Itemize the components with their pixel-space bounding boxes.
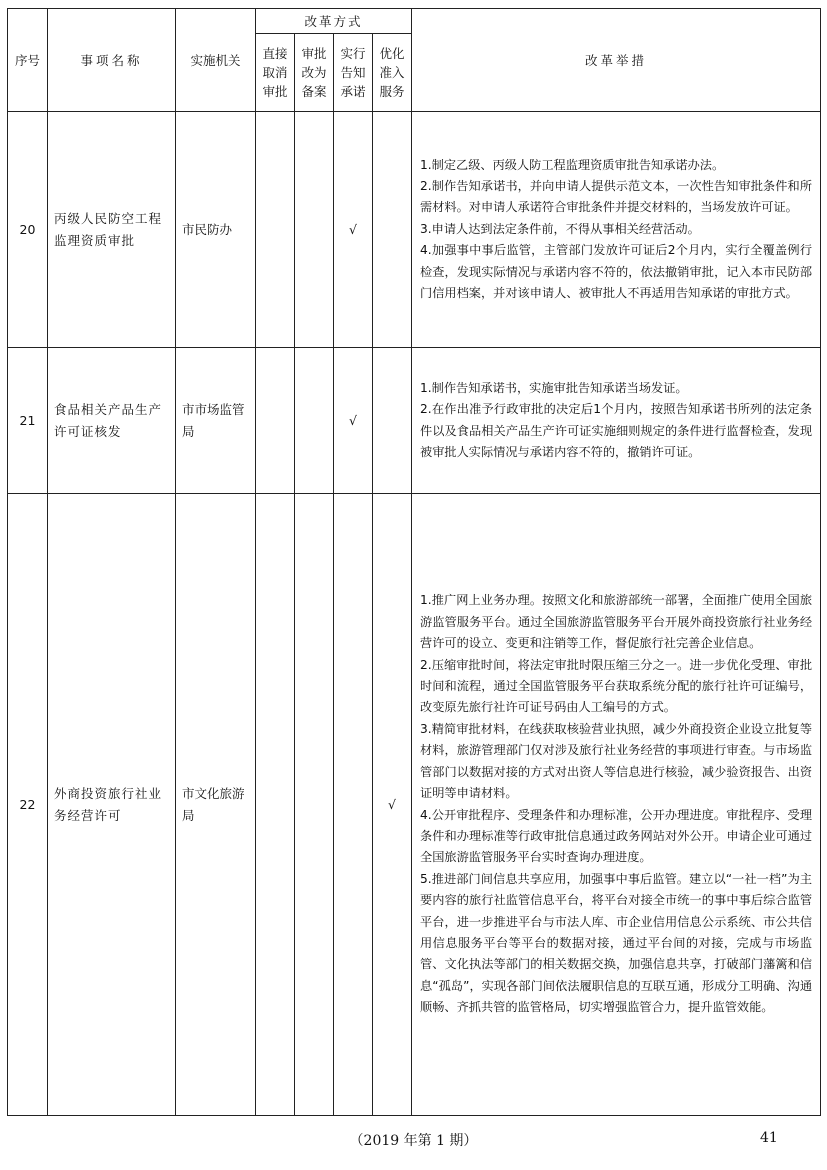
measure-item: 1.制定乙级、丙级人防工程监理资质审批告知承诺办法。 — [420, 157, 725, 172]
header-reform-method: 改革方式 — [256, 9, 412, 34]
measure-item: 3.申请人达到法定条件前，不得从事相关经营活动。 — [420, 221, 700, 236]
row-name: 食品相关产品生产许可证核发 — [48, 348, 176, 494]
table-row — [8, 494, 821, 1116]
row-check: √ — [334, 112, 373, 348]
issue-label: （2019 年第 1 期） — [349, 1133, 478, 1149]
row-agency: 市文化旅游局 — [176, 494, 256, 1116]
row-agency: 市民防办 — [176, 112, 256, 348]
row-measures — [412, 494, 821, 1116]
measure-item: 2.压缩审批时间，将法定审批时限压缩三分之一。进一步优化受理、审批时间和流程，通过全国监管服务平台获取系统分配的旅行社许可证编号，改变原先旅行社许可证号码由人工编号的方式。 — [420, 657, 813, 715]
row-agency: 市市场监管局 — [176, 348, 256, 494]
row-check: √ — [373, 494, 412, 1116]
row-name: 丙级人民防空工程监理资质审批 — [48, 112, 176, 348]
row-measures — [412, 112, 821, 348]
row-name: 外商投资旅行社业务经营许可 — [48, 494, 176, 1116]
page-number: 41 — [760, 1130, 778, 1146]
row-measures — [412, 348, 821, 494]
row-seq: 22 — [8, 494, 48, 1116]
measure-item: 1.推广网上业务办理。按照文化和旅游部统一部署，全面推广使用全国旅游监管服务平台。通过全国旅游监管服务平台开展外商投资旅行社业务经营许可的设立、变更和注销等工作，督促旅行社完善企业信息。 — [420, 593, 813, 651]
measure-item: 2.制作告知承诺书，并向申请人提供示范文本，一次性告知审批条件和所需材料。对申请人承诺符合审批条件并提交材料的，当场发放许可证。 — [420, 178, 813, 215]
row-seq: 20 — [8, 112, 48, 348]
table-row — [8, 348, 821, 494]
measure-item: 3.精简审批材料，在线获取核验营业执照，减少外商投资企业设立批复等材料，旅游管理部门仅对涉及旅行社业务经营的事项进行审查。与市场监管部门以数据对接的方式对出资人等信息进行核验，减少验资报告、出资证明等申请材料。 — [420, 721, 813, 801]
measure-item: 5.推进部门间信息共享应用，加强事中事后监管。建立以“一社一档”为主要内容的旅行社监管信息平台，将平台对接全市统一的事中事后综合监管平台，进一步推进平台与市法人库、市企业信用信息公示系统、市公共信用信息服务平台等平台的数据对接，通过平台间的对接，完成与市场监管、文化执法等部门的相关数据交换，加强信息共享，打破部门藩篱和信息“孤岛”，实现各部门间依法履职信息的互联互通，形成分工明确、沟通顺畅、齐抓共管的监管格局，切实增强监管合力，提升监管效能。 — [420, 871, 813, 1015]
row-check: √ — [334, 348, 373, 494]
header-direct-cancel: 直接 取消 审批 — [256, 34, 295, 112]
reform-table — [7, 8, 821, 1116]
header-optimize-access: 优化 准入 服务 — [373, 34, 412, 112]
measure-item: 2.在作出准予行政审批的决定后1个月内，按照告知承诺书所列的法定条件以及食品相关产品生产许可证实施细则规定的条件进行监督检查，发现被审批人实际情况与承诺内容不符的，撤销许可证。 — [420, 402, 813, 459]
header-seq: 序号 — [8, 9, 48, 112]
header-to-filing: 审批 改为 备案 — [295, 34, 334, 112]
measure-item: 4.公开审批程序、受理条件和办理标准，公开办理进度。审批程序、受理条件和办理标准等行政审批信息通过政务网站对外公开。申请企业可通过全国旅游监管服务平台实时查询办理进度。 — [420, 807, 813, 865]
header-name: 事项名称 — [48, 9, 176, 112]
header-notify-commit: 实行 告知 承诺 — [334, 34, 373, 112]
header-agency: 实施机关 — [176, 9, 256, 112]
row-seq: 21 — [8, 348, 48, 494]
measure-item: 1.制作告知承诺书，实施审批告知承诺当场发证。 — [420, 380, 688, 395]
measure-item: 4.加强事中事后监管，主管部门发放许可证后2个月内，实行全覆盖例行检查，发现实际情况与承诺内容不符的，依法撤销审批，记入本市民防部门信用档案，并对该申请人、被审批人不再适用告知承诺的审批方式。 — [420, 243, 813, 301]
header-measures: 改革举措 — [412, 9, 821, 112]
table-row — [8, 112, 821, 348]
